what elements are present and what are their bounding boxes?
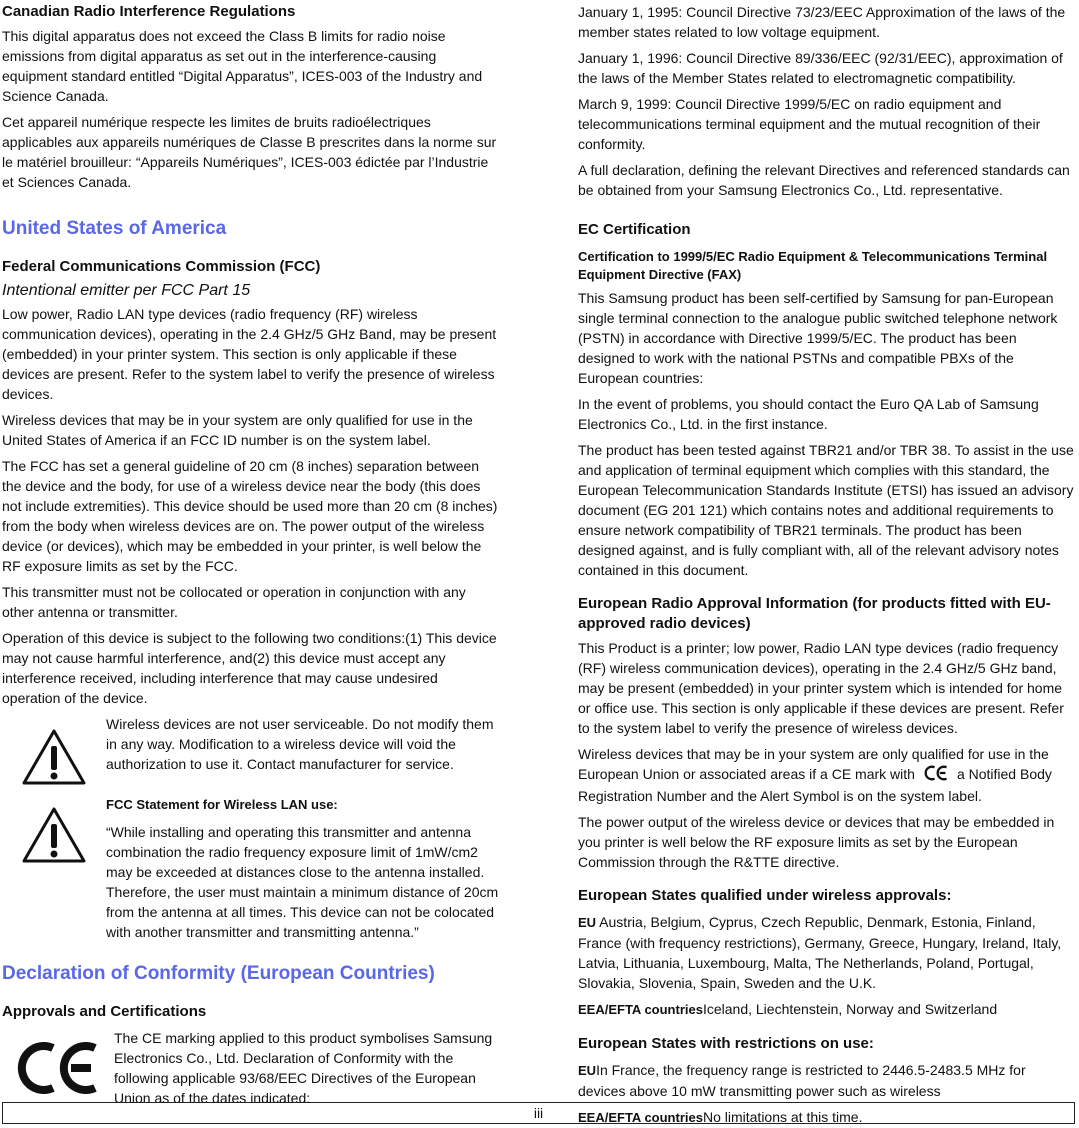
ce-mark-icon	[923, 765, 949, 781]
warning-triangle-icon	[21, 728, 87, 786]
directive-date-1: January 1, 1995: Council Directive 73/23/EEC Approximation of the laws of the member states related to low voltage equipment.	[578, 4, 1066, 40]
ce-marking-text: The CE marking applied to this product symbolises Samsung Electronics Co., Ltd. Declaration of Conformity with the following applicable 93/68/EEC Directives of the European Union as of the dates indicated:	[114, 1030, 493, 1106]
restrictions-eu-text: In France, the frequency range is restricted to 2446.5-2483.5 MHz for devices above 10 mW transmitting power such as wireless	[578, 1061, 1026, 1099]
restrictions-eu-entry	[578, 1060, 1075, 1101]
fcc-paragraph-4: This transmitter must not be collocated or operation in conjunction with any other antenna or transmitter.	[2, 584, 466, 620]
page-number: iii	[533, 1105, 544, 1121]
canadian-paragraph-fr: Cet appareil numérique respecte les limites de bruits radioélectriques applicables aux appareils numériques de Classe B prescrites dans la norme sur le matériel brouilleur: “Appareils Numériques”, ICES-003 édictée par l’Industrie et Sciences Canada.	[2, 114, 497, 190]
fcc-subheading: Intentional emitter per FCC Part 15	[2, 282, 251, 299]
approvals-heading: Approvals and Certifications	[2, 1003, 207, 1020]
qualified-eu-label: EU	[578, 914, 597, 930]
qualified-states-heading: European States qualified under wireless approvals:	[578, 886, 952, 904]
radio-paragraph-2-end: a Notified Body Registration Number and the Alert Symbol is on the system label.	[578, 766, 1052, 804]
directive-date-2: January 1, 1996: Council Directive 89/336/EEC (92/31/EEC), approximation of the laws of the Member States related to electromagnetic compatibility.	[578, 50, 1063, 86]
fcc-wlan-statement-heading: FCC Statement for Wireless LAN use:	[106, 797, 338, 812]
warning-text-1: Wireless devices are not user serviceable. Do not modify them in any way. Modification to a wireless device will void the authorization to use it. Contact manufacturer for service.	[106, 716, 494, 772]
full-declaration-note: A full declaration, defining the relevant Directives and referenced standards can be obtained from your Samsung Electronics Co., Ltd. representative.	[578, 162, 1070, 198]
qualified-eu-text: Austria, Belgium, Cyprus, Czech Republic, Denmark, Estonia, Finland, France (with frequency restrictions), Germany, Greece, Hungary, Ireland, Italy, Latvia, Lithuania, Luxembourg, Malta, The Netherlands, Poland, Portugal, Slovakia, Slovenia, Spain, Sweden and the U.K.	[578, 913, 1062, 991]
usa-heading: United States of America	[2, 218, 227, 239]
warning-note-1	[2, 714, 499, 786]
ec-paragraph-1: This Samsung product has been self-certified by Samsung for pan-European single terminal connection to the analogue public switched telephone network (PSTN) in accordance with Directive 1999/5/EC. The product has been designed to work with the national PSTNs and compatible PBXs of the European countries:	[578, 290, 1058, 386]
radio-paragraph-3: The power output of the wireless device or devices that may be embedded in you printer is well below the RF exposure limits as set by the European Commission through the R&TTE directive.	[578, 813, 1055, 870]
ec-certification-heading: EC Certification	[578, 221, 691, 238]
fcc-paragraph-3: The FCC has set a general guideline of 20 cm (8 inches) separation between the device and the body, for use of a wireless device near the body (this does not include extremities). This device should be used more than 20 cm (8 inches) from the body when wireless devices are on. The power output of the wireless device (or devices), which may be embedded in your printer, is well below the RF exposure limits as set by the FCC.	[2, 458, 498, 574]
qualified-eea-text: Iceland, Liechtenstein, Norway and Switzerland	[702, 1000, 998, 1017]
fcc-wlan-statement: “While installing and operating this transmitter and antenna combination the radio frequency exposure limit of 1mW/cm2 may be exceeded at distances close to the antenna installed. Therefore, the user must maintain a minimum distance of 20cm from the antenna at all times. This device can not be colocated with another transmitter and transmitting antenna.”	[106, 824, 499, 940]
declaration-heading: Declaration of Conformity (European Countries)	[2, 963, 435, 984]
restrictions-eea-label: EEA/EFTA countries	[578, 1109, 703, 1125]
fcc-heading: Federal Communications Commission (FCC)	[2, 258, 321, 275]
radio-approval-heading: European Radio Approval Information (for products fitted with EU-approved radio devices)	[578, 595, 1051, 632]
ec-certification-subheading: Certification to 1999/5/EC Radio Equipment & Telecommunications Terminal Equipment Directive (FAX)	[578, 249, 1048, 282]
ce-mark-icon	[15, 1040, 101, 1096]
qualified-eea-entry	[578, 999, 1075, 1020]
radio-paragraph-2	[578, 744, 1075, 806]
ec-paragraph-3: The product has been tested against TBR21 and/or TBR 38. To assist in the use and application of terminal equipment which complies with this standard, the European Telecommunication Standards Institute (ETSI) has issued an advisory document (EG 201 121) which contains notes and additional requirements to ensure network compatibility of TBR21 terminals. The product has been designed against, and is fully compliant with, all of the relevant advisory notes contained in this document.	[578, 442, 1074, 578]
qualified-eea-label: EEA/EFTA countries	[578, 1001, 703, 1017]
restrictions-heading: European States with restrictions on use:	[578, 1034, 874, 1052]
canadian-heading: Canadian Radio Interference Regulations	[2, 3, 296, 20]
fcc-paragraph-2: Wireless devices that may be in your system are only qualified for use in the United States of America if an FCC ID number is on the system label.	[2, 412, 473, 448]
warning-note-2	[2, 796, 499, 942]
ce-mark-inline	[923, 765, 949, 786]
warning-triangle-icon	[21, 806, 87, 864]
fcc-paragraph-5: Operation of this device is subject to the following two conditions:(1) This device may not cause harmful interference, and(2) this device must accept any interference received, including interference that may cause undesired operation of the device.	[2, 630, 497, 706]
ec-paragraph-2: In the event of problems, you should contact the Euro QA Lab of Samsung Electronics Co., Ltd. in the first instance.	[578, 396, 1039, 432]
canadian-paragraph-en: This digital apparatus does not exceed the Class B limits for radio noise emissions from digital apparatus as set out in the interference-causing equipment standard entitled “Digital Apparatus”, ICES-003 of the Industry and Science Canada.	[2, 28, 483, 104]
qualified-eu-entry	[578, 912, 1075, 993]
radio-paragraph-2-start: Wireless devices that may be in your system are only qualified for use in the European Union or associated areas if a CE mark with	[578, 746, 1049, 782]
left-column	[2, 0, 499, 1108]
right-column	[578, 0, 1075, 1128]
fcc-paragraph-1: Low power, Radio LAN type devices (radio frequency (RF) wireless communication devices), operating in the 2.4 GHz/5 GHz Band, may be present (embedded) in your printer system. This section is only applicable if these devices are present. Refer to the system label to verify the presence of wireless devices.	[2, 306, 497, 402]
ce-marking-note	[2, 1028, 499, 1108]
directive-date-3: March 9, 1999: Council Directive 1999/5/EC on radio equipment and telecommunications terminal equipment and the mutual recognition of their conformity.	[578, 96, 1041, 152]
restrictions-eea-text: No limitations at this time.	[702, 1108, 863, 1125]
radio-paragraph-1: This Product is a printer; low power, Radio LAN type devices (radio frequency (RF) wireless communication devices), operating in the 2.4 GHz/5 GHz band, may be present (embedded) in your printer system which is intended for home or office use. This section is only applicable if these devices are present. Refer to the system label to verify the presence of wireless devices.	[578, 640, 1064, 736]
restrictions-eu-label: EU	[578, 1062, 597, 1078]
page-footer	[2, 1102, 1075, 1124]
